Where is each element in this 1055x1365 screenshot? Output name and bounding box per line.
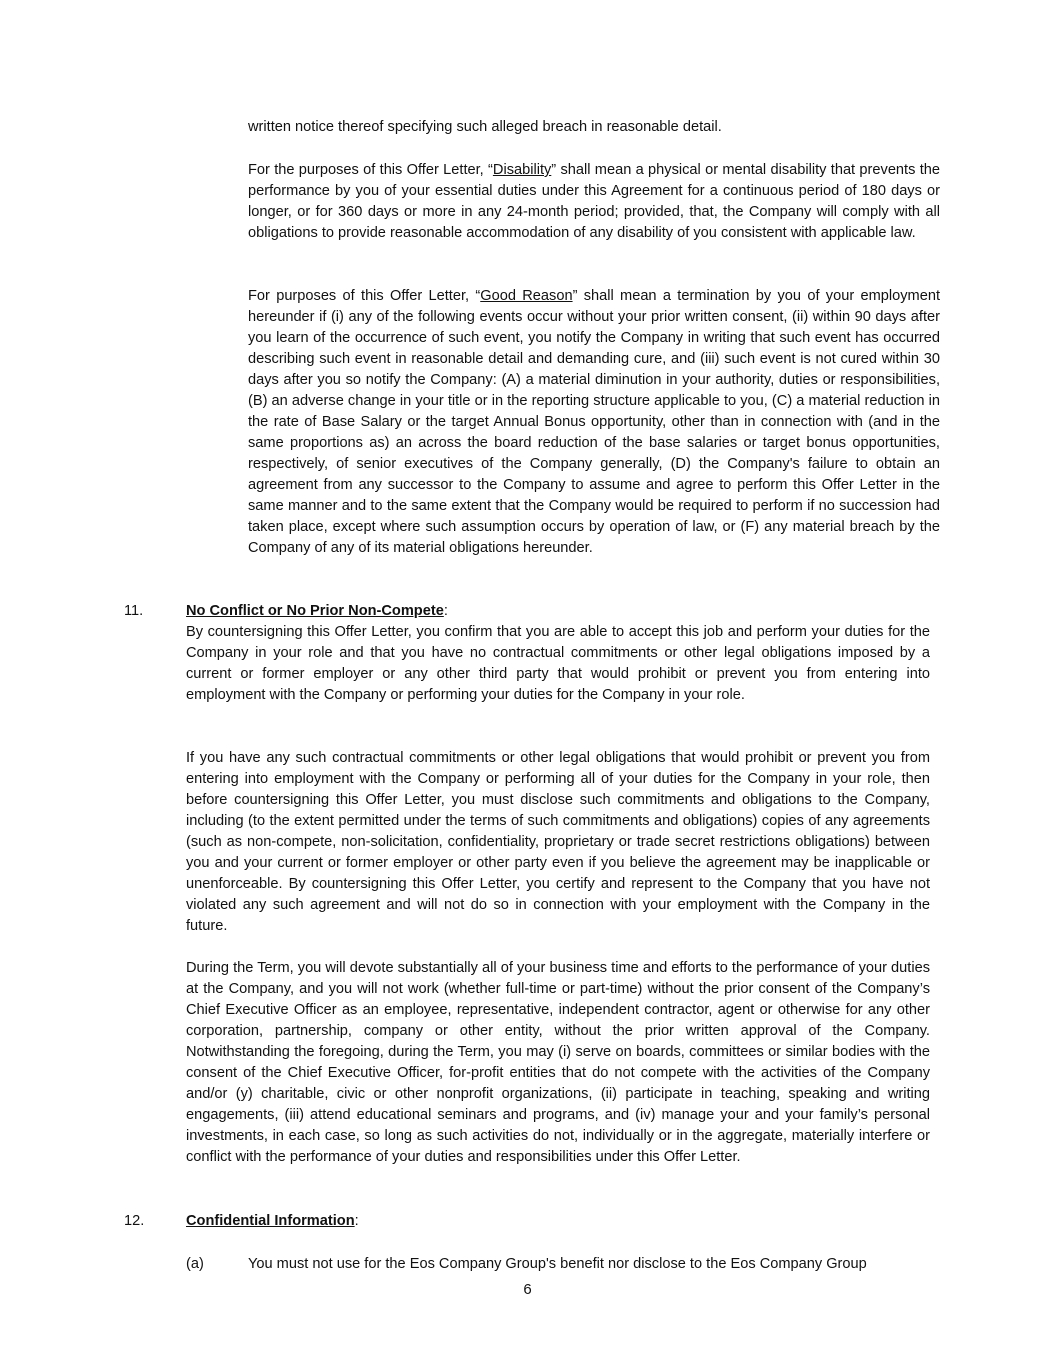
good-reason-post: ” shall mean a termination by you of your employment hereunder if (i) any of the following events occur without your prior written consent, (ii) within 90 days after you learn of the occurrence of such event, you notify the Company in writing that such event has occurred describing such event in reasonable detail and demanding cure, and (iii) such event is not cured within 30 days after you so notify the Company: (A) a material diminution in your authority, duties or responsibilities, (B) an adverse change in your title or in the reporting structure applicable to you, (C) a material reduction in the rate of Base Salary or the target Annual Bonus opportunity, other than in connection with (and in the same proportions as) an across the board reduction of the base salaries or target bonus opportunities, respectively, of senior executives of the Company generally, (D) the Company's failure to obtain an agreement from any successor to the Company to assume and agree to perform this Offer Letter in the same manner and to the same extent that the Company would be required to perform if no succession had taken place, except where such assumption occurs by operation of law, or (F) any material breach by the Company of any of its material obligations hereunder. [248,288,940,556]
section-11-paragraph-2: If you have any such contractual commitments or other legal obligations that would prohibit or prevent you from entering into employment with the Company or performing all of your duties for the Company in your role, then before countersigning this Offer Letter, you must disclose such commitments and obligations to the Company, including (to the extent permitted under the terms of such commitments and obligations) copies of any agreements (such as non-compete, non-solicitation, confidentiality, proprietary or trade secret restrictions obligations) between you and your current or former employer or other party even if you believe the agreement may be inapplicable or unenforceable. By countersigning this Offer Letter, you certify and represent to the Company that you have not violated any such agreement and will not do so in connection with your employment with the Company in the future. [186,750,930,934]
section-11-heading-text: No Conflict or No Prior Non-Compete [186,603,444,619]
disability-post: ” shall mean a physical or mental disability that prevents the performance by you of your essential duties under this Agreement for a continuous period of 180 days or longer, or for 360 days or more in any 24-month period; provided, that, the Company will comply with all obligations to provide reasonable accommodation of any disability of you consistent with applicable law. [248,162,941,241]
section-12-item-a-text: You must not use for the Eos Company Group's benefit nor disclose to the Eos Company Group [248,1256,867,1272]
section-12-item-a-label: (a) [186,1256,204,1272]
section-12-heading-text: Confidential Information [186,1213,355,1229]
continuation-paragraph: written notice thereof specifying such alleged breach in reasonable detail. [248,119,722,135]
section-12-heading-punct: : [354,1213,359,1229]
section-11-number: 11. [124,603,144,619]
section-12-number: 12. [124,1213,145,1229]
page-number: 6 [523,1281,532,1298]
section-12-heading [186,1211,359,1232]
disability-pre: For the purposes of this Offer Letter, “ [248,162,493,178]
good-reason-definition [248,286,940,559]
section-11-paragraph-1: By countersigning this Offer Letter, you confirm that you are able to accept this job and perform your duties for the Company in your role and that you have no contractual commitments or other legal obligations imposed by a current or former employer or any other third party that would prohibit or prevent you from entering into employment with the Company or performing your duties for the Company in your role. [186,624,930,703]
section-11-heading [186,601,448,622]
section-11-heading-punct: : [443,603,448,619]
disability-term: Disability [492,162,552,178]
good-reason-term: Good Reason [480,288,573,304]
section-11-paragraph-3: During the Term, you will devote substantially all of your business time and efforts to the performance of your duties at the Company, and you will not work (whether full-time or part-time) without the prior consent of the Company’s Chief Executive Officer as an employee, representative, independent contractor, agent or otherwise for any other corporation, partnership, company or other entity, without the prior written approval of the Company. Notwithstanding the foregoing, during the Term, you may (i) serve on boards, committees or similar bodies with the consent of the Chief Executive Officer, for-profit entities that do not compete with the activities of the Company and/or (y) charitable, civic or other nonprofit organizations, (ii) participate in teaching, speaking and writing engagements, (iii) attend educational seminars and programs, and (iv) manage your and your family’s personal investments, in each case, so long as such activities do not, individually or in the aggregate, materially interfere or conflict with the performance of your duties and responsibilities under this Offer Letter. [186,960,930,1165]
good-reason-pre: For purposes of this Offer Letter, “ [248,288,481,304]
disability-definition [248,160,940,244]
